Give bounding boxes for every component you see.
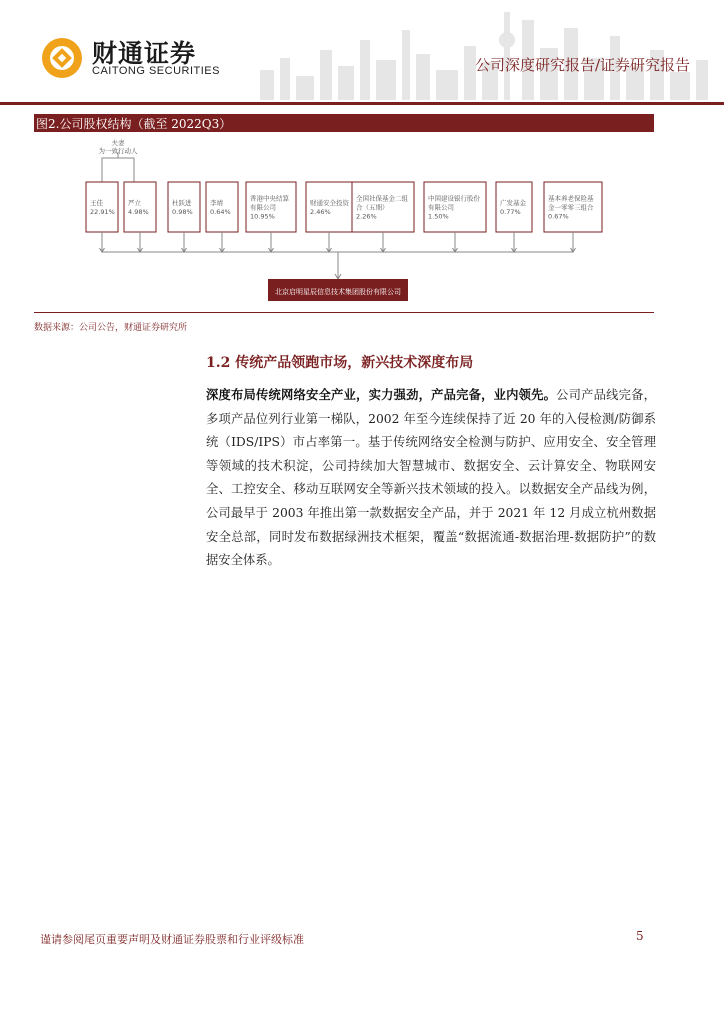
shareholder-pct: 10.95% <box>250 212 275 221</box>
shareholder-name: 杜跃进 <box>172 199 192 207</box>
shareholder-pct: 0.67% <box>548 212 569 221</box>
connector-lines <box>100 232 576 279</box>
shareholder-pct: 0.98% <box>172 208 193 216</box>
shareholder-box-frame <box>168 182 200 232</box>
shareholder-box <box>306 182 352 232</box>
shareholder-pct: 4.98% <box>128 208 149 216</box>
paragraph-body: 公司产品线完备，多项产品位列行业第一梯队，2002 年至今连续保持了近 20 年的入侵检测/防御系统（IDS/IPS）市占率第一。基于传统网络安全检测与防护、应用安全、安全管理等领域的技术积淀，公司持续加大智慧城市、数据安全、云计算安全、物联网安全、工控安全、移动互联网安全等新兴技术领域的投入。以数据安全产品线为例，公司最早于 2003 年推出第一款数据安全产品，并于 2021 年 12 月成立杭州数据安全总部，同时发布数据绿洲技术框架，覆盖“数据流通-数据治理-数据防护”的数据安全体系。 <box>206 388 656 568</box>
report-type-label: 公司深度研究报告/证券研究报告 <box>474 56 690 74</box>
section-heading: 1.2 传统产品领跑市场，新兴技术深度布局 <box>206 355 474 371</box>
shareholder-box <box>206 182 238 232</box>
shareholder-name: 有限公司 <box>428 203 454 212</box>
shareholder-box-frame <box>206 182 238 232</box>
shareholder-box <box>246 182 296 232</box>
page-number: 5 <box>636 929 644 943</box>
shareholder-box <box>168 182 200 232</box>
shareholder-pct: 0.64% <box>210 208 231 216</box>
shareholder-name: 财通安全投资 <box>310 199 349 207</box>
shareholder-name: 基本养老保险基 <box>548 194 594 203</box>
shareholder-box-frame <box>124 182 156 232</box>
footer-disclaimer: 谨请参阅尾页重要声明及财通证券股票和行业评级标准 <box>40 933 304 946</box>
shareholder-box <box>124 182 156 232</box>
company-name: 北京启明星辰信息技术集团股份有限公司 <box>275 288 401 296</box>
data-source-note: 数据来源：公司公告，财通证券研究所 <box>34 323 188 333</box>
spouse-bracket <box>99 138 139 182</box>
section-paragraph <box>206 383 656 573</box>
shareholder-name: 广发基金 <box>500 199 526 207</box>
shareholder-pct: 22.91% <box>90 208 115 216</box>
shareholder-pct: 2.26% <box>356 212 377 221</box>
shareholder-box <box>544 182 602 232</box>
shareholder-pct: 2.46% <box>310 208 331 216</box>
figure-bottom-rule <box>34 312 654 313</box>
shareholder-box <box>496 182 532 232</box>
ownership-structure-diagram <box>34 134 654 310</box>
shareholder-box-frame <box>306 182 352 232</box>
bracket-label-line1: 夫妻 <box>111 139 125 147</box>
brand-name-en: CAITONG SECURITIES <box>92 65 220 77</box>
header-divider <box>0 102 724 105</box>
shareholder-name: 合（五期） <box>356 203 389 212</box>
shareholder-box <box>352 182 414 232</box>
shareholder-name: 严立 <box>128 199 141 207</box>
shareholder-boxes <box>86 182 602 232</box>
shareholder-box-frame <box>86 182 118 232</box>
bracket-label-line2: 为一致行动人 <box>98 147 138 155</box>
shareholder-name: 金一零零三组合 <box>548 203 594 212</box>
shareholder-name: 香港中央结算 <box>250 194 289 203</box>
shareholder-name: 王佳 <box>90 199 103 207</box>
shareholder-name: 中国建设银行股份 <box>428 194 480 203</box>
caitong-logo-icon <box>40 36 84 80</box>
page-header <box>0 0 724 108</box>
shareholder-box <box>424 182 486 232</box>
shareholder-name: 李靖 <box>210 199 223 207</box>
shareholder-name: 有限公司 <box>250 203 276 212</box>
shareholder-pct: 0.77% <box>500 208 521 216</box>
paragraph-lead: 深度布局传统网络安全产业，实力强劲，产品完备，业内领先。 <box>206 387 557 402</box>
shareholder-box-frame <box>496 182 532 232</box>
shareholder-pct: 1.50% <box>428 212 449 221</box>
company-box <box>268 279 408 301</box>
shareholder-name: 全国社保基金二组 <box>356 194 408 203</box>
shareholder-box <box>86 182 118 232</box>
figure-title: 图2.公司股权结构（截至 2022Q3） <box>36 117 232 131</box>
city-skyline-graphic <box>240 0 724 100</box>
brand-name-cn: 财通证券 <box>92 39 197 68</box>
